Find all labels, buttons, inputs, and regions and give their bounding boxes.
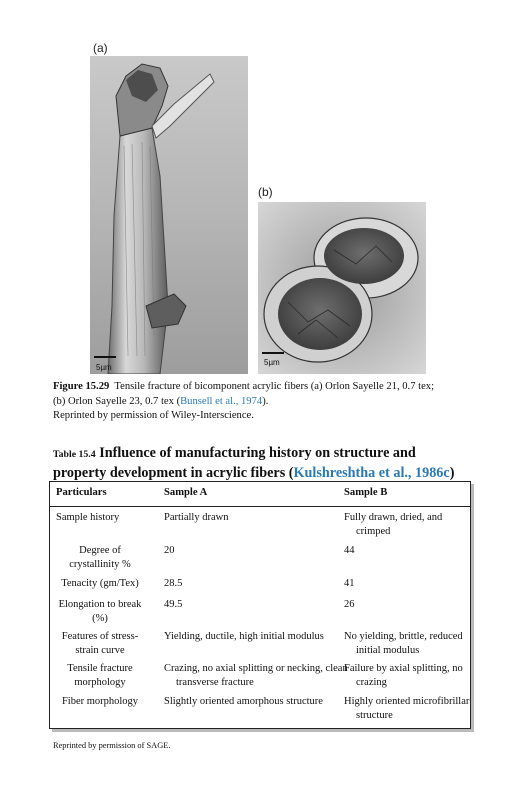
table-title-line-2: property development in acrylic fibers ( xyxy=(53,465,294,481)
header-particulars: Particulars xyxy=(56,487,107,498)
table-citation-link[interactable]: Kulshreshtha et al., 1986c xyxy=(293,465,450,481)
row-6-sample-a: Crazing, no axial splitting or necking, clean transverse fracture xyxy=(164,663,348,688)
row-5-sample-b: No yielding, brittle, reduced initial modulus xyxy=(344,631,463,656)
caption-reprint-note: Reprinted by permission of Wiley-Interscience. xyxy=(53,410,254,421)
row-1-sample-a: Partially drawn xyxy=(164,512,229,523)
scale-bar-a: 5µm xyxy=(96,363,112,372)
caption-line-2: (b) Orlon Sayelle 23, 0.7 tex ( xyxy=(53,395,181,407)
row-5-sample-a: Yielding, ductile, high initial modulus xyxy=(164,631,324,642)
row-5-particular: Features of stress-strain curve xyxy=(61,631,139,656)
table-title-line-3: ) xyxy=(449,465,455,481)
table-number: Table 15.4 xyxy=(53,449,96,460)
footnote: Reprinted by permission of SAGE. xyxy=(53,741,171,750)
data-table xyxy=(49,481,471,729)
table-title-line-1: Influence of manufacturing history on structure and xyxy=(99,445,416,461)
row-7-sample-b: Highly oriented microfibrillar structure xyxy=(344,696,470,721)
header-sample-b: Sample B xyxy=(344,487,388,498)
micrograph-a xyxy=(90,56,248,374)
row-4-sample-b: 26 xyxy=(344,599,355,610)
table-title xyxy=(53,444,483,482)
row-7-sample-a: Slightly oriented amorphous structure xyxy=(164,696,323,707)
row-2-sample-b: 44 xyxy=(344,545,355,556)
row-6-particular: Tensile fracture morphology xyxy=(67,663,133,688)
row-4-particular: Elongation to break (%) xyxy=(58,599,142,624)
header-sample-a: Sample A xyxy=(164,487,208,498)
row-3-sample-a: 28.5 xyxy=(164,578,183,589)
caption-line-3: ). xyxy=(262,395,269,407)
row-3-particular: Tenacity (gm/Tex) xyxy=(61,578,139,589)
row-7-particular: Fiber morphology xyxy=(61,696,139,707)
table-header-row xyxy=(50,482,470,507)
row-2-sample-a: 20 xyxy=(164,545,175,556)
row-1-sample-b: Fully drawn, dried, and crimped xyxy=(344,512,443,537)
panel-a-label: (a) xyxy=(93,41,108,55)
row-6-sample-b: Failure by axial splitting, no crazing xyxy=(344,663,463,688)
row-3-sample-b: 41 xyxy=(344,578,355,589)
row-4-sample-a: 49.5 xyxy=(164,599,183,610)
micrograph-b xyxy=(258,202,426,374)
figure-label: Figure 15.29 xyxy=(53,381,110,392)
panel-b-label: (b) xyxy=(258,185,273,199)
caption-citation-link[interactable]: Bunsell et al., 1974 xyxy=(180,395,263,407)
row-2-particular: Degree of crystallinity % xyxy=(69,545,131,570)
figure-caption xyxy=(53,380,483,424)
scale-bar-b: 5µm xyxy=(264,358,280,367)
caption-line-1: Tensile fracture of bicomponent acrylic fibers (a) Orlon Sayelle 21, 0.7 tex; xyxy=(114,381,435,392)
row-1-particular: Sample history xyxy=(56,512,120,523)
